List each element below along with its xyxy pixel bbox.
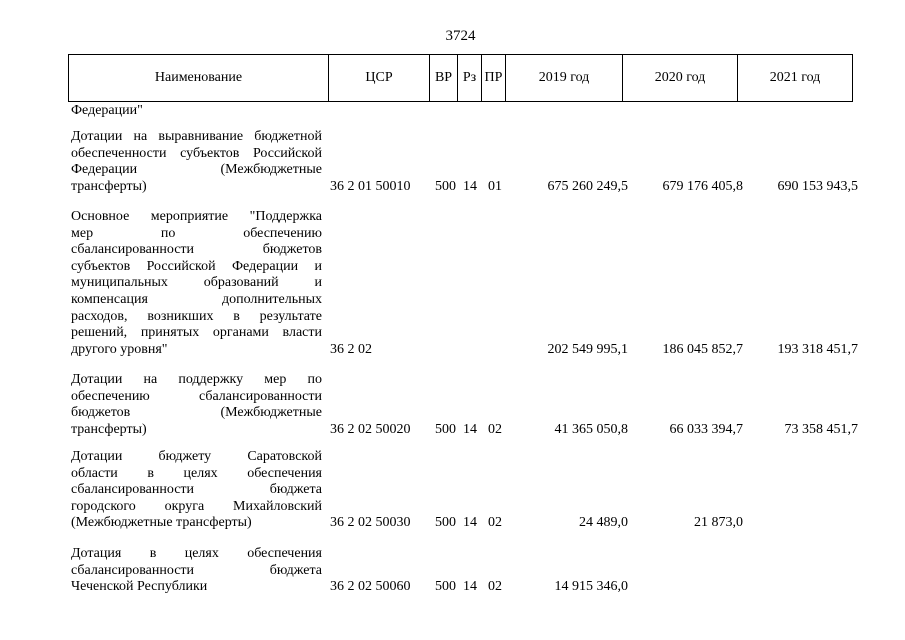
row-name-line: сбалансированности бюджета: [71, 562, 322, 578]
row-name: [71, 449, 322, 532]
row-name-line: Дотации бюджету Саратовской: [71, 449, 322, 464]
header-2021: 2021 год: [738, 55, 853, 102]
row-2021: 193 318 451,7: [777, 341, 858, 357]
row-2019: 202 549 995,1: [547, 341, 628, 357]
row-pr: 02: [488, 421, 502, 437]
row-name-line: обеспечению сбалансированности: [71, 388, 322, 404]
row-name-line: Дотации на выравнивание бюджетной: [71, 129, 322, 144]
row-2021: 73 358 451,7: [784, 421, 858, 437]
row-rz: 14: [463, 178, 477, 194]
row-name-line: трансферты): [71, 421, 147, 437]
row-rz: 14: [463, 421, 477, 437]
row-name-line: трансферты): [71, 178, 147, 194]
row-name-line: сбалансированности бюджета: [71, 482, 322, 498]
row-name-line: обеспеченности субъектов Российской: [71, 145, 322, 161]
header-vr: ВР: [430, 55, 458, 102]
row-vr: 500: [435, 579, 456, 595]
row-csr: 36 2 02 50020: [330, 421, 411, 437]
row-name-line: компенсация дополнительных: [71, 291, 322, 307]
row-name-line: Дотации на поддержку мер по: [71, 372, 322, 387]
row-name: [71, 129, 322, 195]
row-name-line: городского округа Михайловский: [71, 498, 322, 514]
row-2020: 679 176 405,8: [662, 178, 743, 194]
row-vr: 500: [435, 421, 456, 437]
row-name-line: Федерации": [71, 103, 143, 118]
row-name: [71, 372, 322, 438]
page-number: 3724: [445, 28, 476, 44]
row-2020: 186 045 852,7: [662, 341, 743, 357]
header-2019: 2019 год: [506, 55, 623, 102]
row-pr: 02: [488, 515, 502, 531]
row-2021: 690 153 943,5: [777, 178, 858, 194]
row-vr: 500: [435, 178, 456, 194]
row-csr: 36 2 02 50030: [330, 515, 411, 531]
row-csr: 36 2 02: [330, 341, 372, 357]
row-name-line: (Межбюджетные трансферты): [71, 515, 252, 531]
row-name-line: Основное мероприятие "Поддержка: [71, 209, 322, 224]
table-header: [68, 54, 853, 102]
row-name-line: другого уровня": [71, 341, 168, 357]
row-name-line: муниципальных образований и: [71, 275, 322, 291]
row-2019: 41 365 050,8: [554, 421, 628, 437]
row-name: [71, 103, 322, 120]
row-2019: 14 915 346,0: [554, 579, 628, 595]
row-2020: 21 873,0: [694, 515, 743, 531]
row-name-line: расходов, возникших в результате: [71, 308, 322, 324]
row-name-line: бюджетов (Межбюджетные: [71, 405, 322, 421]
row-name-line: области в целях обеспечения: [71, 465, 322, 481]
header-rz: Рз: [458, 55, 482, 102]
row-name-line: мер по обеспечению: [71, 225, 322, 241]
row-name-line: Чеченской Республики: [71, 579, 208, 595]
row-name-line: сбалансированности бюджетов: [71, 242, 322, 258]
header-2020: 2020 год: [623, 55, 738, 102]
row-2020: 66 033 394,7: [669, 421, 743, 437]
header-name: Наименование: [69, 55, 329, 102]
row-rz: 14: [463, 579, 477, 595]
row-name: [71, 546, 322, 596]
row-name-line: Дотация в целях обеспечения: [71, 546, 322, 561]
row-name-line: Федерации (Межбюджетные: [71, 162, 322, 178]
row-pr: 02: [488, 579, 502, 595]
row-name-line: субъектов Российской Федерации и: [71, 258, 322, 274]
row-2019: 675 260 249,5: [547, 178, 628, 194]
row-pr: 01: [488, 178, 502, 194]
row-2019: 24 489,0: [579, 515, 628, 531]
header-pr: ПР: [482, 55, 506, 102]
row-csr: 36 2 02 50060: [330, 579, 411, 595]
row-name-line: решений, принятых органами власти: [71, 325, 322, 341]
row-csr: 36 2 01 50010: [330, 178, 411, 194]
row-vr: 500: [435, 515, 456, 531]
header-csr: ЦСР: [329, 55, 430, 102]
row-rz: 14: [463, 515, 477, 531]
row-name: [71, 209, 322, 358]
